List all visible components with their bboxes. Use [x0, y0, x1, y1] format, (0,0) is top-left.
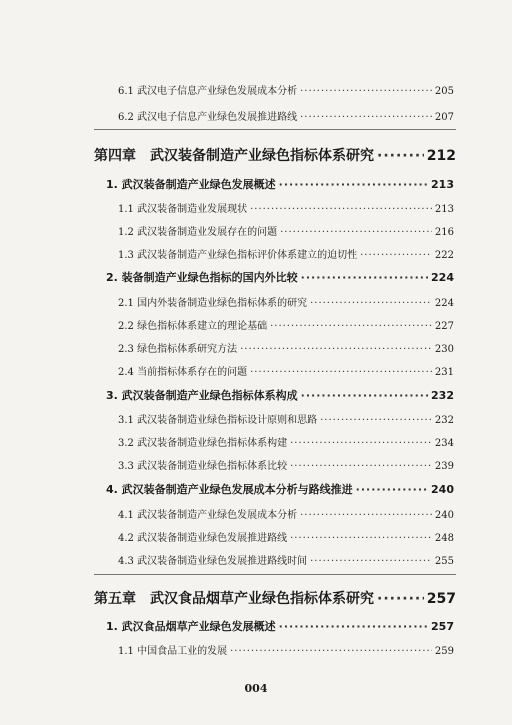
- toc-section-2[interactable]: [106, 269, 454, 285]
- leader-dots: [250, 367, 432, 378]
- toc-entry-6-1[interactable]: [118, 82, 454, 97]
- toc-entry-title: 6.2 武汉电子信息产业绿色发展推进路线: [118, 112, 298, 123]
- leader-dots: [230, 646, 432, 657]
- toc-entry-6-2[interactable]: [118, 108, 454, 123]
- toc-entry-1-3[interactable]: [118, 246, 454, 261]
- toc-entry-title: 2.1 国内外装备制造业绿色指标体系的研究: [118, 298, 308, 309]
- leader-dots: [279, 178, 428, 191]
- leader-dots: [377, 148, 424, 164]
- toc-entry-page: 234: [434, 438, 454, 449]
- leader-dots: [290, 533, 432, 544]
- chapter-title: 武汉食品烟草产业绿色指标体系研究: [150, 591, 374, 607]
- toc-entry-title: 4.1 武汉装备制造产业绿色发展成本分析: [118, 510, 298, 521]
- toc-entry-2-2[interactable]: [118, 317, 454, 332]
- section-page: 224: [431, 271, 454, 284]
- section-title: 1. 武汉食品烟草产业绿色发展概述: [106, 620, 276, 633]
- toc-section-4[interactable]: [106, 481, 454, 497]
- toc-entry-title: 4.2 武汉装备制造业绿色发展推进路线: [118, 533, 288, 544]
- toc-entry-title: 1.3 武汉装备制造产业绿色指标评价体系建立的迫切性: [118, 250, 358, 261]
- toc-entry-2-3[interactable]: [118, 340, 454, 355]
- toc-section-5-1[interactable]: [106, 618, 454, 634]
- divider: [94, 129, 456, 130]
- toc-entry-title: 4.3 武汉装备制造业绿色发展推进路线时间: [118, 556, 308, 567]
- section-title: 2. 装备制造产业绿色指标的国内外比较: [106, 271, 298, 284]
- toc-entry-title: 2.4 当前指标体系存在的问题: [118, 367, 248, 378]
- toc-section-3[interactable]: [106, 387, 454, 403]
- section-page: 232: [431, 389, 454, 402]
- chapter-number: 第四章: [94, 148, 136, 164]
- leader-dots: [301, 389, 428, 402]
- toc-entry-page: 230: [434, 344, 454, 355]
- leader-dots: [270, 321, 432, 332]
- toc-entry-page: 248: [434, 533, 454, 544]
- leader-dots: [310, 298, 432, 309]
- toc-entry-title: 2.3 绿色指标体系研究方法: [118, 344, 238, 355]
- toc-entry-title: 6.1 武汉电子信息产业绿色发展成本分析: [118, 86, 298, 97]
- toc-entry-page: 232: [434, 415, 454, 426]
- leader-dots: [300, 86, 432, 97]
- chapter-page: 257: [426, 591, 456, 607]
- toc-chapter-4[interactable]: [94, 145, 456, 165]
- toc-entry-3-3[interactable]: [118, 457, 454, 472]
- toc-entry-4-2[interactable]: [118, 529, 454, 544]
- toc-entry-page: 205: [434, 86, 454, 97]
- leader-dots: [290, 461, 432, 472]
- leader-dots: [290, 438, 432, 449]
- toc-entry-page: 239: [434, 461, 454, 472]
- toc-entry-page: 255: [434, 556, 454, 567]
- section-title: 1. 武汉装备制造产业绿色发展概述: [106, 178, 276, 191]
- leader-dots: [280, 227, 432, 238]
- leader-dots: [279, 620, 428, 633]
- toc-entry-1-1[interactable]: [118, 200, 454, 215]
- toc-entry-title: 3.1 武汉装备制造业绿色指标设计原则和思路: [118, 415, 318, 426]
- toc-entry-title: 1.2 武汉装备制造业发展存在的问题: [118, 227, 278, 238]
- section-page: 240: [431, 483, 454, 496]
- toc-entry-page: 222: [434, 250, 454, 261]
- chapter-title: 武汉装备制造产业绿色指标体系研究: [150, 148, 374, 164]
- toc-entry-1-2[interactable]: [118, 223, 454, 238]
- section-title: 3. 武汉装备制造产业绿色指标体系构成: [106, 389, 298, 402]
- leader-dots: [356, 483, 428, 496]
- divider: [94, 574, 456, 575]
- toc-entry-2-4[interactable]: [118, 363, 454, 378]
- leader-dots: [250, 204, 432, 215]
- leader-dots: [360, 250, 432, 261]
- toc-entry-2-1[interactable]: [118, 294, 454, 309]
- toc-chapter-5[interactable]: [94, 588, 456, 608]
- toc-entry-4-1[interactable]: [118, 506, 454, 521]
- toc-entry-page: 259: [434, 646, 454, 657]
- section-page: 257: [431, 620, 454, 633]
- toc-entry-page: 216: [434, 227, 454, 238]
- toc-entry-3-1[interactable]: [118, 411, 454, 426]
- toc-entry-page: 231: [434, 367, 454, 378]
- toc-entry-5-1-1[interactable]: [118, 642, 454, 657]
- toc-entry-title: 1.1 中国食品工业的发展: [118, 646, 228, 657]
- toc-entry-title: 2.2 绿色指标体系建立的理论基础: [118, 321, 268, 332]
- leader-dots: [300, 112, 432, 123]
- leader-dots: [300, 510, 432, 521]
- toc-entry-title: 1.1 武汉装备制造业发展现状: [118, 204, 248, 215]
- leader-dots: [240, 344, 432, 355]
- page-number: 004: [244, 682, 268, 695]
- section-page: 213: [431, 178, 454, 191]
- leader-dots: [320, 415, 432, 426]
- toc-entry-page: 207: [434, 112, 454, 123]
- toc-entry-page: 213: [434, 204, 454, 215]
- leader-dots: [310, 556, 432, 567]
- toc-section-1[interactable]: [106, 176, 454, 192]
- toc-entry-3-2[interactable]: [118, 434, 454, 449]
- toc-entry-page: 240: [434, 510, 454, 521]
- section-title: 4. 武汉装备制造产业绿色发展成本分析与路线推进: [106, 483, 353, 496]
- chapter-page: 212: [426, 148, 456, 164]
- toc-entry-title: 3.3 武汉装备制造业绿色指标体系比较: [118, 461, 288, 472]
- toc-entry-page: 224: [434, 298, 454, 309]
- toc-entry-page: 227: [434, 321, 454, 332]
- leader-dots: [377, 591, 424, 607]
- chapter-number: 第五章: [94, 591, 136, 607]
- leader-dots: [301, 271, 428, 284]
- toc-entry-4-3[interactable]: [118, 552, 454, 567]
- toc-entry-title: 3.2 武汉装备制造业绿色指标体系构建: [118, 438, 288, 449]
